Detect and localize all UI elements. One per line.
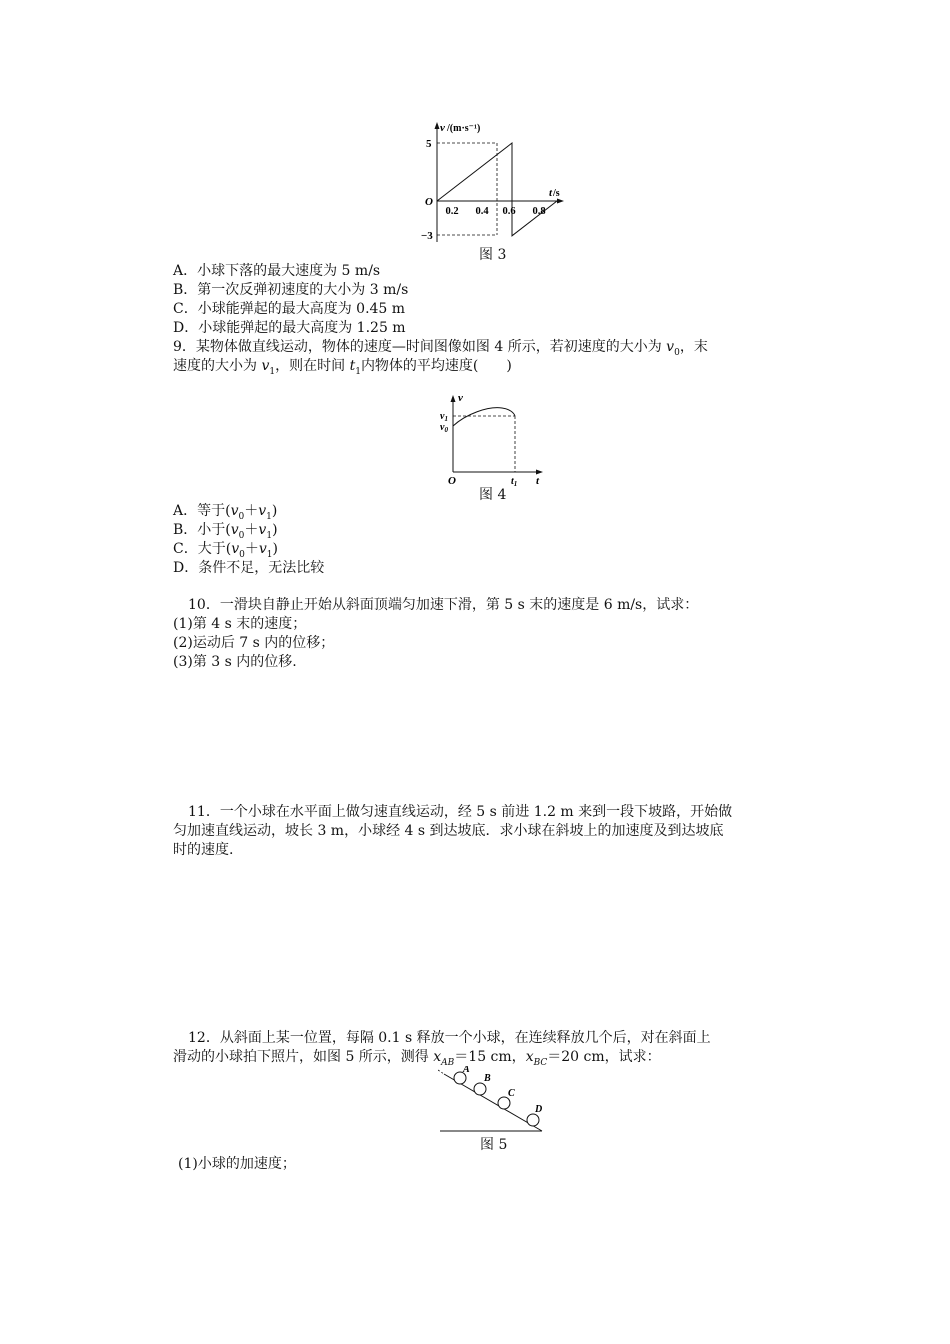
- q8-option-b: B．第一次反弹初速度的大小为 3 m/s: [173, 282, 409, 298]
- fig3-origin: O: [425, 196, 433, 208]
- fig5-ball-b: [474, 1083, 486, 1095]
- figure-5-incline: [438, 1066, 548, 1134]
- q9-option-a: A．等于$(v_0+v_1)$: [173, 503, 278, 522]
- q11-line-2: 匀加速直线运动，坡长 3 m，小球经 4 s 到达坡底．求小球在斜坡上的加速度及到达坡底: [173, 823, 724, 839]
- fig4-origin: O: [448, 475, 456, 486]
- q10-stem: 10．一滑块自静止开始从斜面顶端匀加速下滑，第 5 s 末的速度是 6 m/s，试求：: [188, 597, 699, 613]
- fig5-label-c: C: [508, 1088, 515, 1099]
- q11-line-1: 11．一个小球在水平面上做匀速直线运动，经 5 s 前进 1.2 m 来到一段下坡路，开始做: [188, 804, 733, 820]
- fig3-tick-label: 0.2: [445, 206, 459, 217]
- fig3-xlabel-unit: /s: [553, 188, 560, 199]
- fig3-ylabel-unit: /(m·s⁻¹): [447, 123, 481, 134]
- fig3-ylabel-v: v: [440, 122, 445, 134]
- fig4-v-arrow: [451, 395, 456, 402]
- fig5-label-b: B: [484, 1073, 491, 1084]
- q9-option-b: B．小于$(v_0+v_1)$: [173, 522, 278, 541]
- q12-part-1: (1)小球的加速度；: [178, 1156, 296, 1172]
- fig4-t1-label: $t_1$: [511, 476, 518, 486]
- figure-5-caption: 图 5: [480, 1137, 508, 1153]
- q8-option-c: C．小球能弹起的最大高度为 0.45 m: [173, 301, 406, 317]
- fig4-curve: [453, 408, 515, 426]
- fig3-y-bottom-label: −3: [421, 230, 433, 242]
- q9-line-2: 速度的大小为 $v_1$，则在时间 $t_1$内物体的平均速度( ): [173, 358, 512, 377]
- fig3-tick-label: 0.8: [532, 206, 546, 217]
- fig4-t-arrow: [536, 470, 543, 475]
- fig5-incline-dash: [438, 1070, 444, 1074]
- fig3-tick-label: 0.4: [475, 206, 489, 217]
- fig4-v1-label: $v_1$: [440, 411, 448, 423]
- q9-option-d: D．条件不足，无法比较: [173, 560, 325, 576]
- fig5-ball-d: [527, 1114, 539, 1126]
- figure-4-vt-graph: [436, 392, 548, 486]
- figure-3-caption: 图 3: [479, 247, 507, 263]
- fig3-y-arrow: [435, 122, 440, 129]
- fig4-t-label: t: [536, 475, 540, 486]
- fig3-tick-label: 0.6: [502, 206, 516, 217]
- fig4-v-label: v: [458, 392, 463, 404]
- fig5-label-d: D: [535, 1104, 543, 1115]
- fig3-xlabel-t: t: [549, 187, 553, 199]
- q8-option-d: D．小球能弹起的最大高度为 1.25 m: [173, 320, 406, 336]
- fig4-v0-label: $v_0$: [440, 422, 448, 434]
- q12-line-1: 12．从斜面上某一位置，每隔 0.1 s 释放一个小球，在连续释放几个后，对在斜面上: [188, 1030, 711, 1046]
- q9-line-1: 9．某物体做直线运动，物体的速度—时间图像如图 4 所示，若初速度的大小为 $v_0$，末: [173, 339, 708, 358]
- figure-3-vt-graph: [418, 118, 568, 244]
- fig3-x-arrow: [557, 199, 564, 204]
- fig3-y-top-label: 5: [426, 138, 432, 150]
- q10-part-3: (3)第 3 s 内的位移.: [173, 654, 297, 670]
- figure-4-caption: 图 4: [479, 487, 507, 503]
- fig5-label-a: A: [463, 1066, 470, 1075]
- q12-line-2: 滑动的小球拍下照片，如图 5 所示，测得 $x_{AB}=15$ cm，$x_{BC}=20$ cm，试求：: [173, 1049, 661, 1068]
- q10-part-2: (2)运动后 7 s 内的位移；: [173, 635, 335, 651]
- q11-line-3: 时的速度.: [173, 842, 234, 858]
- q9-option-c: C．大于$(v_0+v_1)$: [173, 541, 278, 560]
- q8-option-a: A．小球下落的最大速度为 5 m/s: [173, 263, 381, 279]
- q10-part-1: (1)第 4 s 末的速度；: [173, 616, 307, 632]
